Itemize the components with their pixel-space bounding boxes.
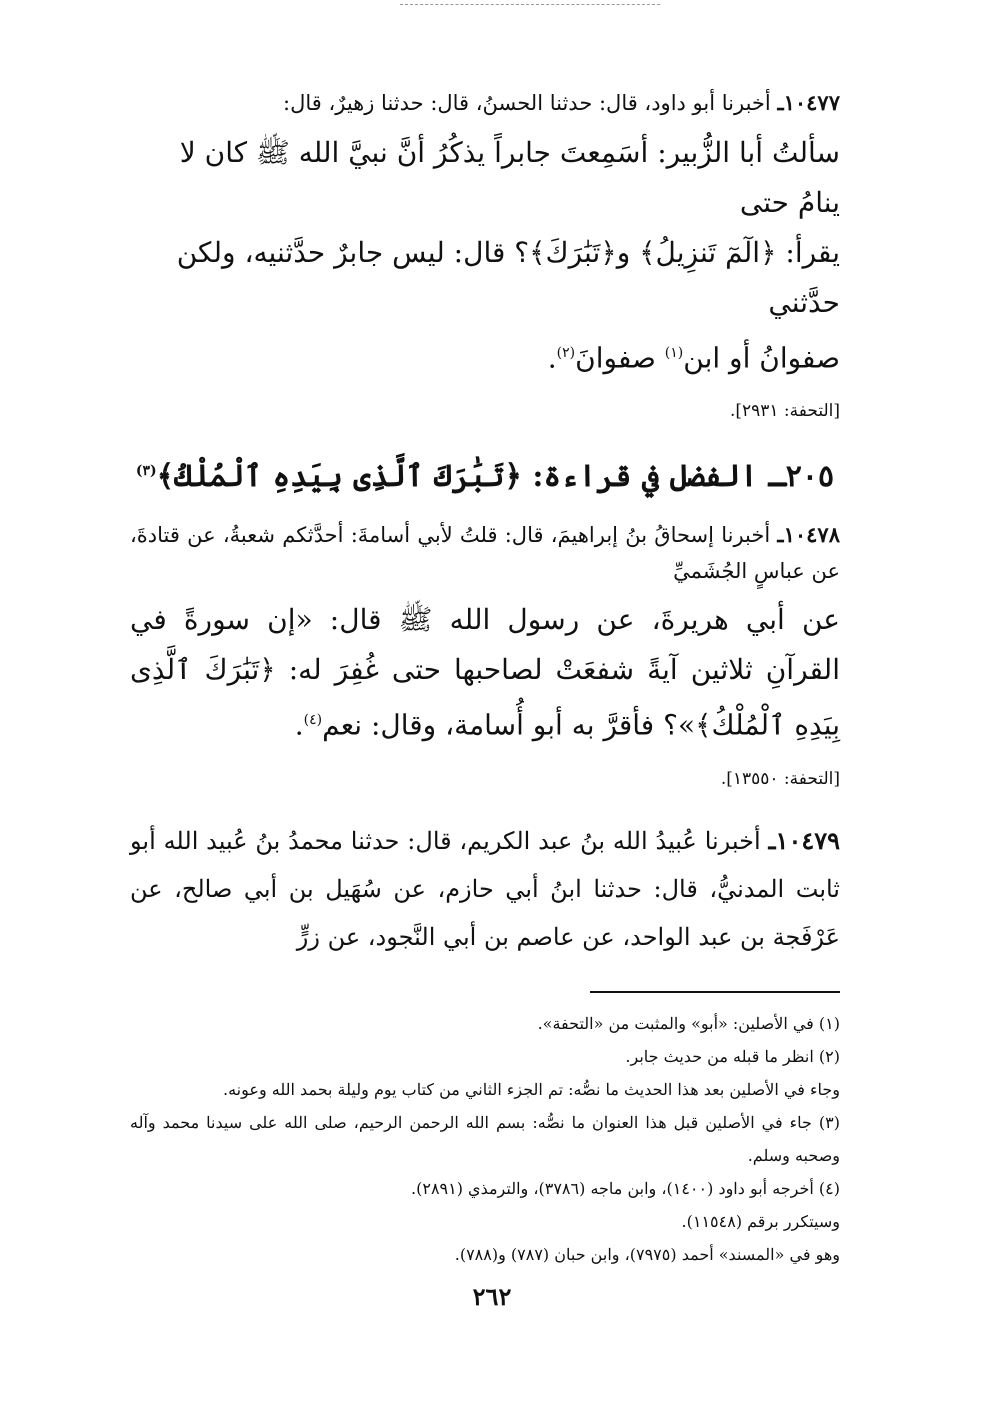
isnad-text: أخبرنا أبو داود، قال: حدثنا الحسنُ، قال: حدثنا زهيرٌ، قال: <box>283 91 771 115</box>
text-part: عن أبي هريرةَ، عن رسول الله ﷺ قال: «إن سورةً في القرآنِ ثلاثين آيةً شفعَتْ لصاحبها حتى غُفِرَ له: ﴿تَبَٰرَكَ ٱلَّذِى بِيَدِهِ ٱلْمُلْكُ﴾»؟ فأقرَّ به أبو أُسامة، وقال: نعم <box>130 603 840 742</box>
hadith-number: ١٠٤٧٨ـ <box>777 522 840 548</box>
hadith-10479 <box>130 817 840 961</box>
tuhfa-reference: [التحفة: ٢٩٣١]. <box>729 401 840 422</box>
footnote: وهو في «المسند» أحمد (٧٩٧٥)، وابن حبان (٧٨٧) و(٧٨٨). <box>454 1244 840 1264</box>
text-part: أخبرنا عُبيدُ الله بنُ عبد الكريم، قال: حدثنا محمدُ بنُ عُبيد الله أبو ثابت المدنيُّ، قال: حدثنا ابنُ أبي حازم، عن سُهَيل بن أبي صالح، عن عَرْفَجة بن عبد الواحد، عن عاصم بن أبي النَّجود، عن زرٍّ <box>130 826 840 951</box>
text-line <box>130 328 840 383</box>
text-line: سألتُ أبا الزُّبير: أسَمِعتَ جابراً يذكُرُ أنَّ نبيَّ الله ﷺ كان لا ينامُ حتى <box>179 136 840 219</box>
footnote: (٤) أخرجه أبو داود (١٤٠٠)، وابن ماجه (٣٧٨٦)، والترمذي (٢٨٩١). <box>411 1178 840 1198</box>
text-paragraph <box>130 595 840 750</box>
page-body <box>130 88 840 1271</box>
isnad-text: أخبرنا إسحاقُ بنُ إبراهيمَ، قال: قلتُ لأبي أسامةَ: أحدَّثكم شعبةُ، عن قتادةَ، عن عباسٍ الجُشَميِّ <box>130 523 840 584</box>
text-part: . <box>294 708 304 742</box>
footnote: (٢) انظر ما قبله من حديث جابر. <box>625 1046 840 1066</box>
footnote-ref: (٤) <box>303 712 323 729</box>
text-line: يقرأ: ﴿الٓمٓ تَنزِيلُ﴾ و﴿تَبَٰرَكَ﴾؟ قال: ليس جابرٌ حدَّثنيه، ولكن حدَّثني <box>176 236 840 319</box>
tuhfa-reference: [التحفة: ١٣٥٥٠]. <box>720 768 840 789</box>
chapter-title: الفضل في قراءة: ﴿تَبَٰرَكَ ٱلَّذِى بِيَدِهِ ٱلْمُلْكُ﴾ <box>156 459 758 495</box>
footnote-ref: (٢) <box>556 345 576 361</box>
footnotes <box>130 1007 840 1271</box>
chapter-heading <box>130 449 840 499</box>
chapter-number: ٢٠٥ـ <box>768 459 835 495</box>
footnote: وسيتكرر برقم (١١٥٤٨). <box>681 1211 840 1231</box>
footnote-ref: (١) <box>664 345 684 361</box>
page-number: ٢٦٢ <box>472 1282 512 1311</box>
text-part: صفوانُ أو ابن <box>683 341 840 375</box>
hadith-10478-isnad <box>130 517 840 589</box>
footnote: وجاء في الأصلين بعد هذا الحديث ما نصُّه: تم الجزء الثاني من كتاب يوم وليلة بحمد الله وعونه. <box>223 1079 840 1099</box>
footnote: (١) في الأصلين: «أبو» والمثبت من «التحفة». <box>537 1013 840 1033</box>
footnote-ref: (٣) <box>135 463 157 480</box>
footnote-separator <box>590 991 840 993</box>
text-part: . <box>547 341 557 375</box>
footnote: (٣) جاء في الأصلين قبل هذا العنوان ما نصُّه: بسم الله الرحمن الرحيم، صلى الله على سيدنا محمد وآله وصحبه وسلم. <box>130 1112 840 1165</box>
hadith-number: ١٠٤٧٩ـ <box>768 825 840 855</box>
hadith-number: ١٠٤٧٧ـ <box>777 90 840 115</box>
top-edge-rule <box>400 4 660 5</box>
hadith-10477-isnad <box>130 88 840 118</box>
text-part: صفوانَ <box>575 341 665 375</box>
hadith-10478-text <box>130 595 840 750</box>
hadith-10477-text <box>130 128 840 383</box>
text-paragraph <box>130 817 840 961</box>
